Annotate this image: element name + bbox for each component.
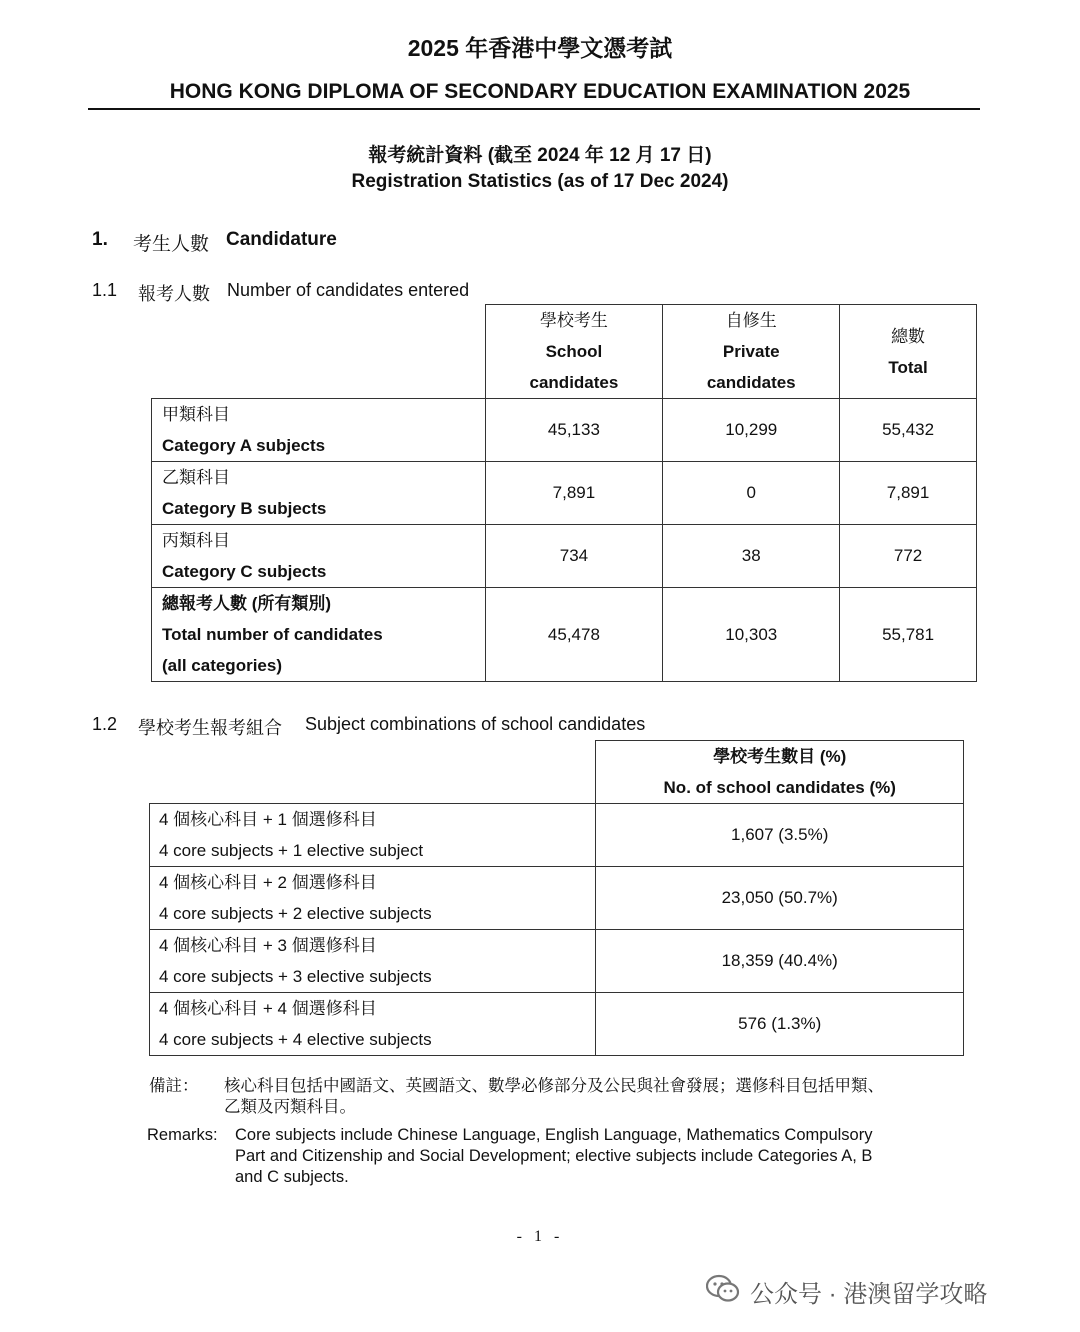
remarks-en-line: and C subjects. — [235, 1168, 349, 1186]
combination-value: 23,050 (50.7%) — [596, 867, 964, 930]
combination-en: 4 core subjects + 4 elective subjects — [159, 1030, 432, 1049]
row-label-en: Total number of candidates — [162, 625, 383, 644]
header-en: candidates — [529, 373, 619, 392]
wechat-icon — [706, 1274, 740, 1304]
remarks-label-zh: 備註： — [149, 1077, 199, 1095]
combination-zh: 4 個核心科目 + 1 個選修科目 — [159, 810, 377, 829]
total-count: 55,432 — [840, 399, 977, 462]
private-count: 10,299 — [663, 399, 840, 462]
school-count: 734 — [485, 525, 663, 588]
table-row — [152, 399, 977, 462]
row-label — [152, 462, 486, 525]
table2-caption-en: Subject combinations of school candidates — [305, 714, 646, 734]
header-school-candidates — [485, 305, 663, 399]
private-count: 38 — [663, 525, 840, 588]
table-row-total — [152, 588, 977, 682]
remarks-label-en: Remarks: — [147, 1126, 218, 1144]
row-label-en: Category B subjects — [162, 499, 327, 518]
header-zh: 學校考生數目 (%) — [713, 747, 847, 766]
subject-combinations-table — [149, 740, 964, 1056]
private-count: 10,303 — [663, 588, 840, 682]
row-label-zh: 甲類科目 — [162, 405, 230, 424]
total-count: 7,891 — [840, 462, 977, 525]
combination-label — [150, 993, 596, 1056]
combination-zh: 4 個核心科目 + 2 個選修科目 — [159, 873, 377, 892]
table-row — [150, 993, 964, 1056]
header-total — [840, 305, 977, 399]
page-number: - 1 - — [516, 1228, 564, 1245]
total-count: 55,781 — [840, 588, 977, 682]
candidates-table — [151, 304, 977, 682]
document-title-zh: 2025 年香港中學文憑考試 — [407, 35, 673, 61]
header-private-candidates — [663, 305, 840, 399]
watermark-text: 公众号 · 港澳留学攻略 — [750, 1281, 988, 1308]
row-label-zh: 丙類科目 — [162, 531, 230, 550]
table2-number: 1.2 — [92, 714, 118, 734]
title-divider — [88, 108, 980, 110]
table2-caption-zh: 學校考生報考組合 — [138, 718, 282, 738]
row-label — [152, 525, 486, 588]
watermark — [706, 1272, 1056, 1306]
header-blank-cell — [152, 305, 486, 399]
table-row — [150, 804, 964, 867]
combination-en: 4 core subjects + 1 elective subject — [159, 841, 424, 860]
header-zh: 總數 — [891, 326, 926, 346]
table1-caption-zh: 報考人數 — [138, 284, 210, 304]
combination-value: 1,607 (3.5%) — [596, 804, 964, 867]
row-label — [152, 399, 486, 462]
table-header-row — [150, 741, 964, 804]
row-label-en: Category A subjects — [162, 436, 326, 455]
table1-number: 1.1 — [92, 280, 118, 300]
table1-caption-en: Number of candidates entered — [227, 280, 470, 300]
header-blank-cell — [150, 741, 596, 804]
table-row — [150, 930, 964, 993]
remarks-zh-line: 乙類及丙類科目。 — [224, 1098, 356, 1116]
row-label-en: Category C subjects — [162, 562, 327, 581]
header-en: School — [545, 342, 603, 361]
remarks-text-en — [235, 1125, 980, 1188]
school-count: 7,891 — [485, 462, 663, 525]
header-school-candidates-count — [596, 741, 964, 804]
combination-en: 4 core subjects + 2 elective subjects — [159, 904, 432, 923]
row-label — [152, 588, 486, 682]
total-count: 772 — [840, 525, 977, 588]
table-header-row — [152, 305, 977, 399]
header-en: No. of school candidates (%) — [663, 778, 896, 797]
combination-zh: 4 個核心科目 + 4 個選修科目 — [159, 999, 377, 1018]
subtitle-en: Registration Statistics (as of 17 Dec 2024) — [351, 171, 729, 192]
remarks-text-zh — [224, 1076, 984, 1118]
document-title-en: HONG KONG DIPLOMA OF SECONDARY EDUCATION EXAMINATION 2025 — [169, 80, 911, 103]
section-title-zh: 考生人數 — [133, 234, 210, 255]
row-label-en-note: (all categories) — [162, 656, 282, 675]
combination-label — [150, 867, 596, 930]
table-row — [150, 867, 964, 930]
combination-en: 4 core subjects + 3 elective subjects — [159, 967, 432, 986]
combination-label — [150, 804, 596, 867]
remarks-en-line: Core subjects include Chinese Language, English Language, Mathematics Compulsory — [235, 1126, 873, 1144]
combination-label — [150, 930, 596, 993]
header-en: Total — [888, 357, 928, 377]
row-label-zh: 乙類科目 — [162, 468, 230, 487]
combination-value: 18,359 (40.4%) — [596, 930, 964, 993]
school-count: 45,478 — [485, 588, 663, 682]
row-label-zh: 總報考人數 (所有類別) — [162, 594, 332, 613]
table-row — [152, 462, 977, 525]
header-zh: 自修生 — [725, 311, 777, 330]
section-title-en: Candidature — [226, 229, 337, 250]
subtitle-zh: 報考統計資料 (截至 2024 年 12 月 17 日) — [368, 145, 712, 166]
school-count: 45,133 — [485, 399, 663, 462]
combination-zh: 4 個核心科目 + 3 個選修科目 — [159, 936, 377, 955]
section-number: 1. — [92, 229, 108, 250]
combination-value: 576 (1.3%) — [596, 993, 964, 1056]
remarks-en-line: Part and Citizenship and Social Development; elective subjects include Categories A, B — [235, 1147, 873, 1165]
private-count: 0 — [663, 462, 840, 525]
header-zh: 學校考生 — [539, 311, 608, 330]
table-row — [152, 525, 977, 588]
header-en: Private — [722, 342, 780, 361]
remarks-zh-line: 核心科目包括中國語文、英國語文、數學必修部分及公民與社會發展；選修科目包括甲類、 — [224, 1077, 884, 1095]
header-en: candidates — [706, 373, 796, 392]
